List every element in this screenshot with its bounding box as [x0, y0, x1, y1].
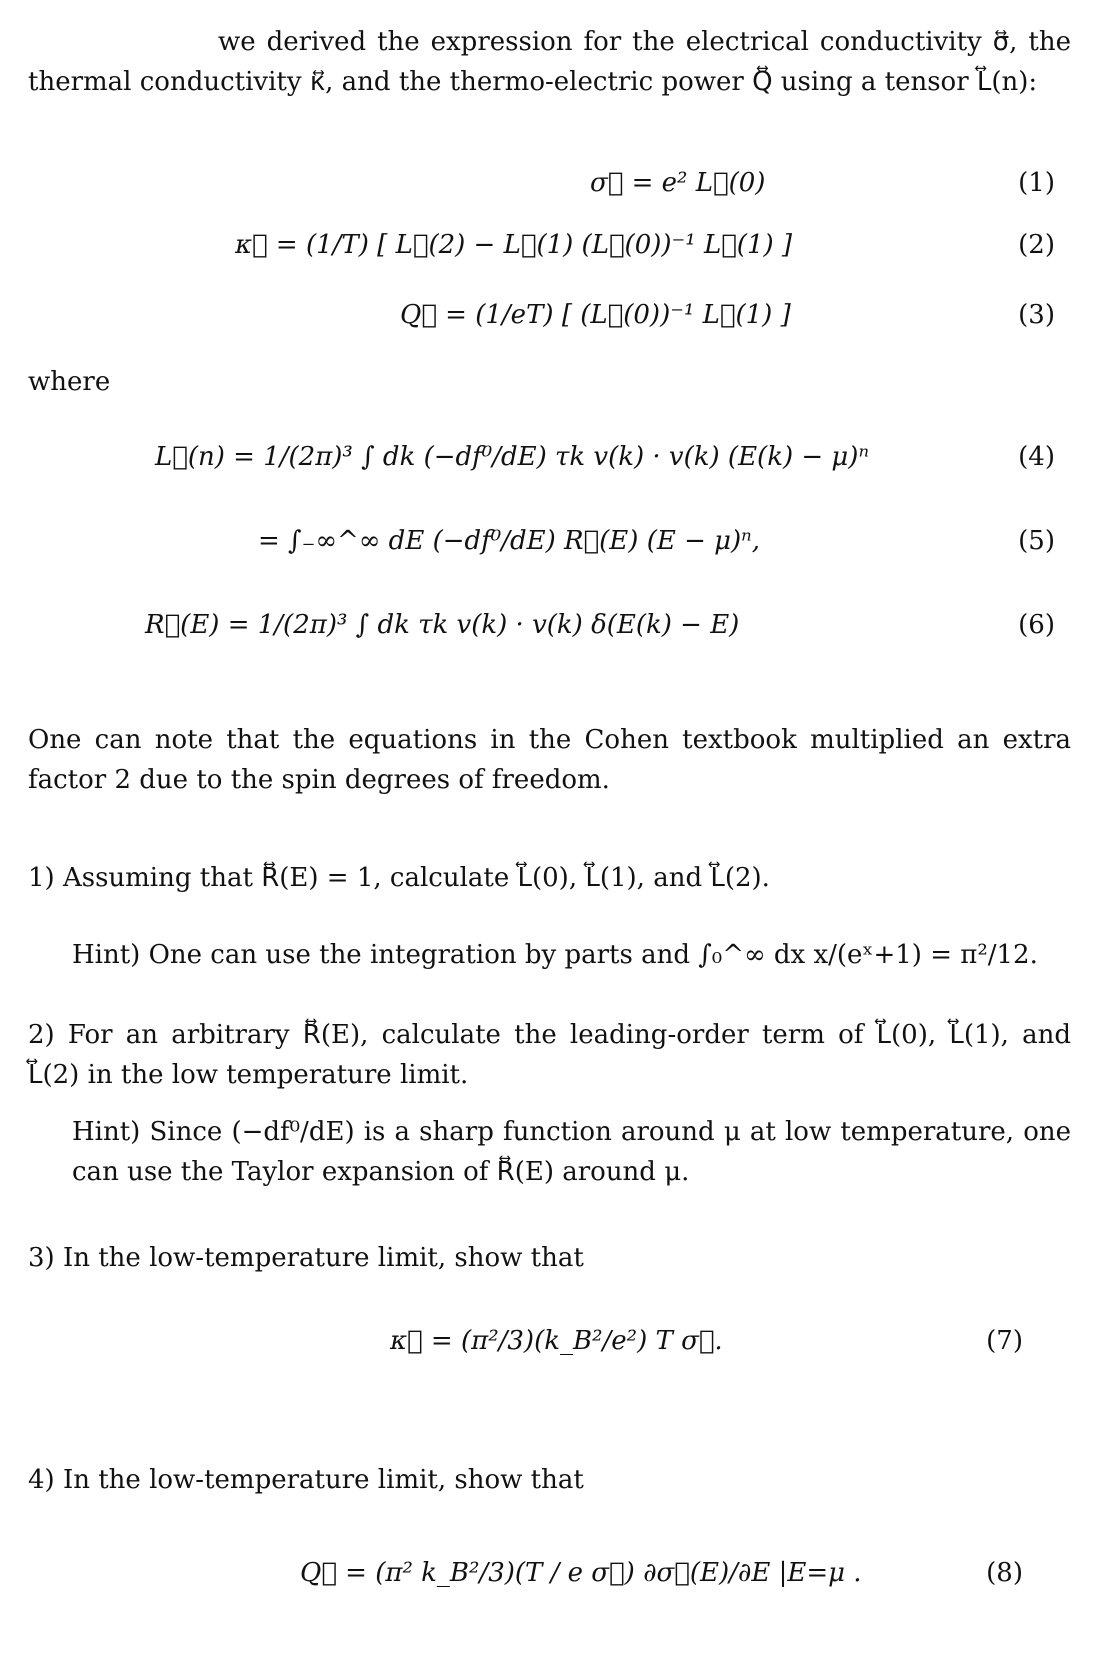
equation-6 — [0, 600, 1095, 660]
equation-7-number: (7) — [986, 1326, 1023, 1356]
equation-6-expr: R⃡(E) = 1/(2π)³ ∫ dk τk v(k) · v(k) δ(E(k) − E) — [145, 610, 740, 640]
question-3: 3) In the low-temperature limit, show that — [28, 1243, 584, 1273]
equation-3 — [0, 292, 1095, 352]
equation-5 — [0, 516, 1095, 576]
equation-8-number: (8) — [986, 1558, 1023, 1588]
equation-2-number: (2) — [1018, 230, 1055, 260]
intro-paragraph — [28, 22, 1071, 102]
intro-text: we derived the expression for the electrical conductivity σ⃡, the thermal conductivity κ⃡, and the thermo-electric power Q⃡ using a tensor L⃡(n): — [28, 27, 1071, 97]
equation-8-expr: Q⃡ = (π² k_B²/3)(T / e σ⃡) ∂σ⃡(E)/∂E |E=μ . — [300, 1558, 862, 1588]
equation-3-number: (3) — [1018, 300, 1055, 330]
question-4: 4) In the low-temperature limit, show that — [28, 1465, 584, 1495]
hint-1: Hint) One can use the integration by parts and ∫₀^∞ dx x/(eˣ+1) = π²/12. — [72, 940, 1038, 970]
equation-1-number: (1) — [1018, 168, 1055, 198]
equation-8 — [0, 1548, 1095, 1608]
equation-1-expr: σ⃡ = e² L⃡(0) — [590, 168, 766, 198]
equation-5-expr: = ∫₋∞^∞ dE (−df⁰/dE) R⃡(E) (E − μ)ⁿ, — [258, 526, 760, 556]
note-paragraph — [28, 720, 1071, 800]
question-2: 2) For an arbitrary R⃡(E), calculate the leading-order term of L⃡(0), L⃡(1), and L⃡(2) in the low temperature limit. — [28, 1020, 1071, 1090]
equation-3-expr: Q⃡ = (1/eT) [ (L⃡(0))⁻¹ L⃡(1) ] — [400, 300, 791, 330]
where-label: where — [28, 367, 111, 397]
question-1: 1) Assuming that R⃡(E) = 1, calculate L⃡(0), L⃡(1), and L⃡(2). — [28, 863, 770, 893]
equation-2-expr: κ⃡ = (1/T) [ L⃡(2) − L⃡(1) (L⃡(0))⁻¹ L⃡(1) ] — [235, 230, 793, 260]
equation-1 — [0, 162, 1095, 222]
equation-7-expr: κ⃡ = (π²/3)(k_B²/e²) T σ⃡. — [390, 1326, 723, 1356]
note-text: One can note that the equations in the Cohen textbook multiplied an extra factor 2 due to the spin degrees of freedom. — [28, 725, 1071, 795]
equation-7 — [0, 1316, 1095, 1376]
equation-4 — [0, 432, 1095, 492]
equation-6-number: (6) — [1018, 610, 1055, 640]
equation-5-number: (5) — [1018, 526, 1055, 556]
equation-2 — [0, 222, 1095, 282]
equation-4-expr: L⃡(n) = 1/(2π)³ ∫ dk (−df⁰/dE) τk v(k) · v(k) (E(k) − μ)ⁿ — [155, 442, 869, 472]
hint-2: Hint) Since (−df⁰/dE) is a sharp function around μ at low temperature, one can use the Taylor expansion of R⃡(E) around μ. — [72, 1117, 1071, 1187]
equation-4-number: (4) — [1018, 442, 1055, 472]
